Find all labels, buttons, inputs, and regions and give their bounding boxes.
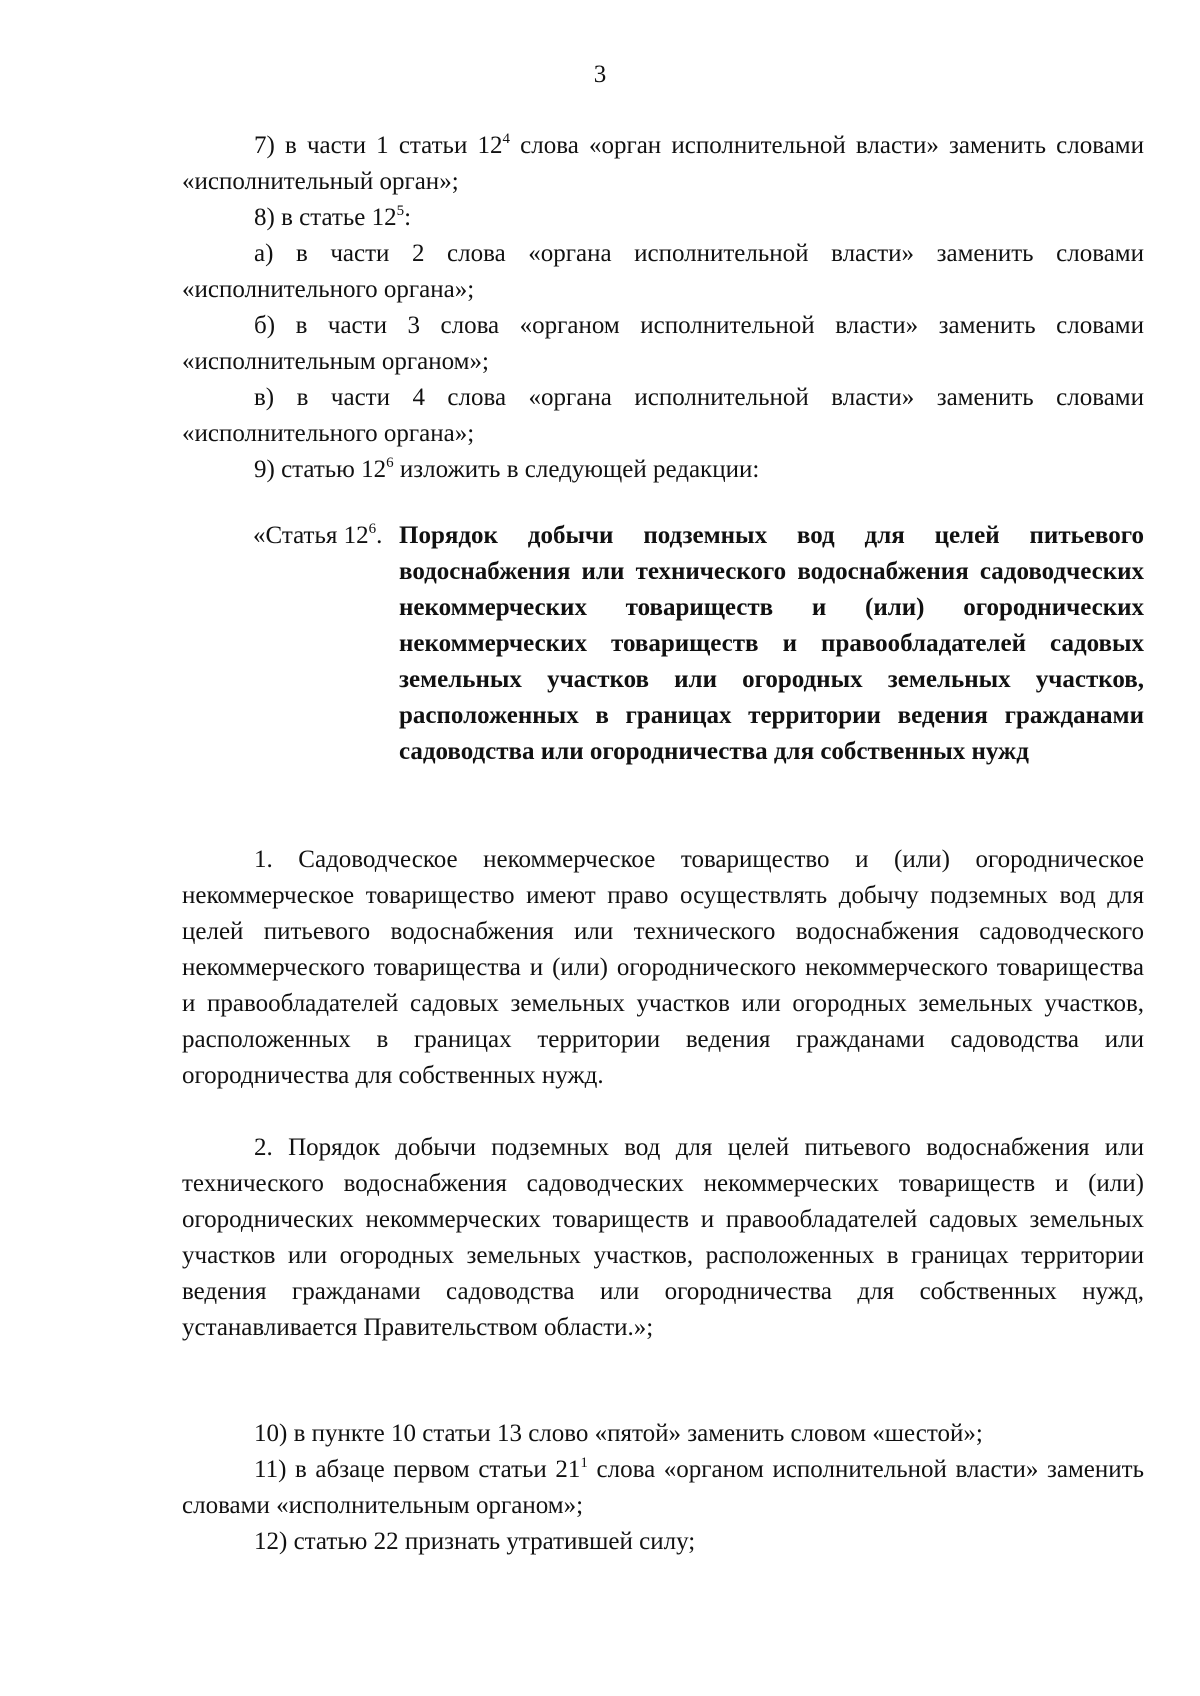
item-8a: а) в части 2 слова «органа исполнительной власти» заменить словами «исполнительного органа»;	[182, 240, 1144, 303]
item-11-superscript: 1	[580, 1455, 588, 1471]
item-9-text-rest: изложить в следующей редакции:	[393, 456, 760, 483]
item-11-text-rest: слова «органом исполнительной власти» заменить словами «исполнительным органом»;	[182, 1456, 1144, 1519]
item-9-text: 9) статью 12	[254, 456, 387, 483]
page-number: 3	[593, 61, 607, 88]
article-part-1: 1. Садоводческое некоммерческое товарищество и (или) огородническое некоммерческое товарищество имеют право осуществлять добычу подземных вод для целей питьевого водоснабжения или технического водоснабжения садоводческого некоммерческого товарищества и (или) огороднического некоммерческого товарищества и правообладателей садовых земельных участков или огородных земельных участков, расположенных в границах территории ведения гражданами садоводства или огородничества для собственных нужд.	[182, 846, 1144, 1089]
article-label-text: «Статья 12	[253, 522, 369, 549]
item-8b: б) в части 3 слова «органом исполнительной власти» заменить словами «исполнительным органом»;	[182, 312, 1144, 375]
item-7	[182, 128, 1144, 200]
article-part-2: 2. Порядок добычи подземных вод для целей питьевого водоснабжения или технического водоснабжения садоводческих некоммерческих товариществ и (или) огороднических некоммерческих товариществ и правообладателей садовых земельных участков или огородных земельных участков, расположенных в границах территории ведения гражданами садоводства или огородничества для собственных нужд, устанавливается Правительством области.»;	[182, 1134, 1144, 1341]
article-label-superscript: 6	[368, 521, 377, 537]
item-11	[182, 1452, 1144, 1524]
item-8v: в) в части 4 слова «органа исполнительной власти» заменить словами «исполнительного органа»;	[182, 384, 1144, 447]
item-8-text-rest: :	[404, 204, 412, 231]
item-7-text: 7) в части 1 статьи 12	[254, 132, 503, 159]
item-12: 12) статью 22 признать утратившей силу;	[254, 1528, 696, 1555]
article-label	[253, 518, 382, 554]
article-title: Порядок добычи подземных вод для целей питьевого водоснабжения или технического водоснабжения садоводческих некоммерческих товариществ и (или) огороднических некоммерческих товариществ и правообладателей садовых земельных участков или огородных земельных участков, расположенных в границах территории ведения гражданами садоводства или огородничества для собственных нужд	[399, 522, 1144, 765]
item-9-superscript: 6	[386, 455, 394, 471]
item-8-text: 8) в статье 12	[254, 204, 397, 231]
item-9	[182, 452, 1144, 488]
item-10: 10) в пункте 10 статьи 13 слово «пятой» заменить словом «шестой»;	[254, 1420, 983, 1447]
item-7-superscript: 4	[502, 131, 510, 147]
item-8-superscript: 5	[396, 203, 405, 219]
item-7-text-rest: слова «орган исполнительной власти» заменить словами «исполнительный орган»;	[182, 132, 1144, 195]
item-11-text: 11) в абзаце первом статьи 21	[254, 1456, 581, 1483]
item-8	[182, 200, 1144, 236]
article-label-dot: .	[376, 522, 383, 549]
